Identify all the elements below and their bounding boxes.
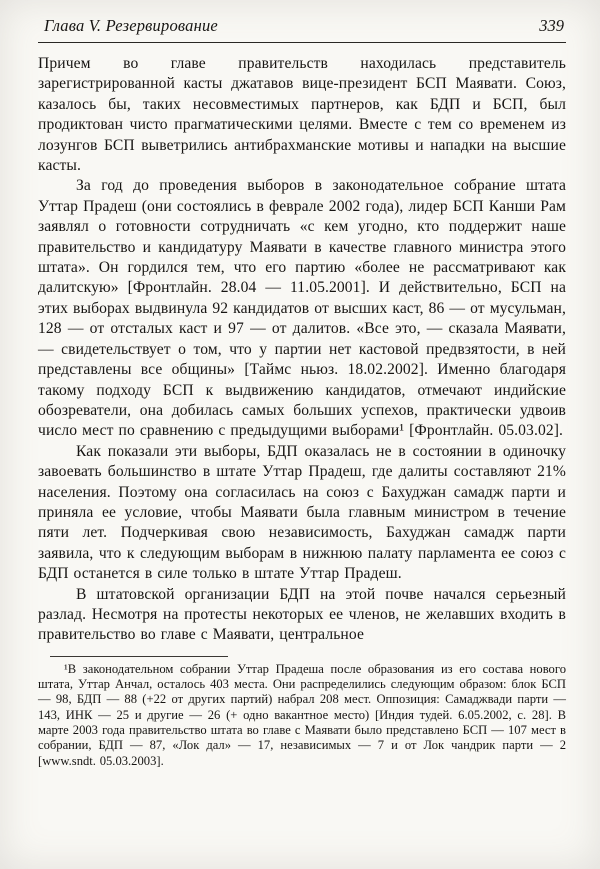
page-number: 339 xyxy=(539,16,564,35)
footnote: ¹В законодательном собрании Уттар Прадеша после образования из его состава нового штата, Уттар Анчал, осталось 403 места. Они распределились следующим образом: блок БСП — 98, БДП — 88 (+22 от других партий) набрал 208 мест. Оппозиция: Самаджвади парти — 143, ИНК — 25 и другие — 26 (+ одно вакантное место) [Индия тудей. 6.05.2002, с. 28]. В марте 2003 года правительство штата во главе с Маявати было представлено БСП — 107 мест в собрании, БДП — 87, «Лок дал» — 17, независимых — 7 и от Лок чандрик парти — 2 [www.sndt. 05.03.2003]. xyxy=(38,661,566,768)
paragraph-3: Как показали эти выборы, БДП оказалась не в состоянии в одиночку завоевать большинство в штате Уттар Прадеш, где далиты составляют 21% населения. Поэтому она согласилась на союз с Бахуджан самадж парти и приняла ее условие, чтобы Маявати была главным министром в течение пяти лет. Подчеркивая свою независимость, Бахуджан самадж парти заявила, что к следующим выборам в нижнюю палату парламента ее союз с БДП останется в силе только в штате Уттар Прадеш. xyxy=(38,442,566,583)
chapter-title: Глава V. Резервирование xyxy=(44,16,218,35)
paragraph-2: За год до проведения выборов в законодательное собрание штата Уттар Прадеш (они состоялись в феврале 2002 года), лидер БСП Канши Рам заявлял о готовности сотрудничать «с кем угодно, кто поддержит наше правительство и кандидатуру Маявати в качестве главного министра этого штата». Он гордился тем, что его партию «более не рассматривают как далитскую» [Фронтлайн. 28.04 — 11.05.2001]. И действительно, БСП на этих выборах выдвинула 92 кандидатов от высших каст, 86 — от мусульман, 128 — от отсталых каст и 97 — от далитов. «Все это, — сказала Маявати, — свидетельствует о том, что у партии нет кастовой предвзятости, в ней представлены все общины» [Таймс ньюз. 18.02.2002]. Именно благодаря такому подходу БСП к выдвижению кандидатов, отмечают индийские обозреватели, она добилась самых больших успехов, практически удвоив число мест по сравнению с предыдущими выборами¹ [Фронтлайн. 05.03.02]. xyxy=(38,177,567,440)
paragraph-1: Причем во главе правительств находилась представитель зарегистрированной касты джатавов вице-президент БСП Маявати. Союз, казалось бы, таких несовместимых партнеров, как БДП и БСП, был продиктован чисто прагматическими целями. Вместе с тем со временем из лозунгов БСП выветрились антибрахманские мотивы и нападки на высшие касты. xyxy=(38,55,566,175)
footnote-separator xyxy=(50,656,228,657)
body-text xyxy=(38,54,566,646)
page-header xyxy=(38,14,566,43)
paragraph-4: В штатовской организации БДП на этой почве начался серьезный разлад. Несмотря на протесты некоторых ее членов, не желавших входить в правительство во главе с Маявати, центральное xyxy=(38,585,566,644)
